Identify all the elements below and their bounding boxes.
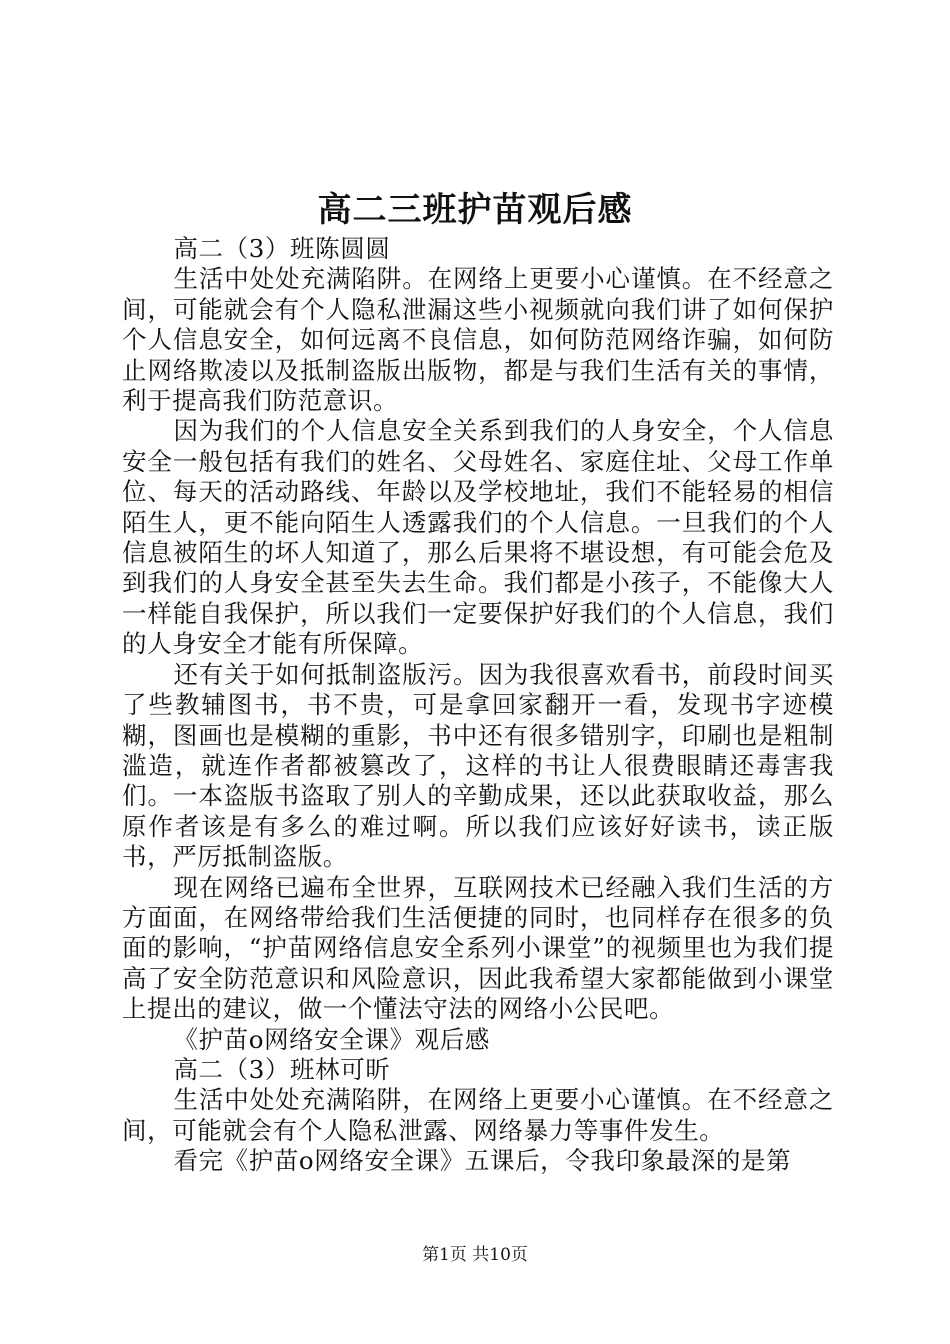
body-paragraph: 现在网络已遍布全世界，互联网技术已经融入我们生活的方方面面，在网络带给我们生活便捷的同时，也同样存在很多的负面的影响，“护苗网络信息安全系列小课堂”的视频里也为我们提高了安全防范意识和风险意识，因此我希望大家都能做到小课堂上提出的建议，做一个懂法守法的网络小公民吧。 [122,872,834,1024]
author-line: 高二（3）班林可昕 [173,1054,391,1084]
body-paragraph: 生活中处处充满陷阱，在网络上更要小心谨慎。在不经意之间，可能就会有个人隐私泄露、网络暴力等事件发生。 [122,1085,834,1145]
body-paragraph: 还有关于如何抵制盗版污。因为我很喜欢看书，前段时间买了些教辅图书，书不贵，可是拿回家翻开一看，发现书字迹模糊，图画也是模糊的重影，书中还有很多错别字，印刷也是粗制滥造，就连作者都被篡改了，这样的书让人很费眼睛还毒害我们。一本盗版书盗取了别人的辛勤成果，还以此获取收益，那么原作者该是有多么的难过啊。所以我们应该好好读书，读正版书，严厉抵制盗版。 [122,659,834,872]
body-paragraph: 生活中处处充满陷阱。在网络上更要小心谨慎。在不经意之间，可能就会有个人隐私泄漏这些小视频就向我们讲了如何保护个人信息安全，如何远离不良信息，如何防范网络诈骗，如何防止网络欺凌以及抵制盗版出版物，都是与我们生活有关的事情，利于提高我们防范意识。 [122,264,834,416]
page-footer: 第1页 共10页 [422,1245,528,1265]
document-body [122,234,834,1177]
body-paragraph: 因为我们的个人信息安全关系到我们的人身安全，个人信息安全一般包括有我们的姓名、父母姓名、家庭住址、父母工作单位、每天的活动路线、年龄以及学校地址，我们不能轻易的相信陌生人，更不能向陌生人透露我们的个人信息。一旦我们的个人信息被陌生的坏人知道了，那么后果将不堪设想，有可能会危及到我们的人身安全甚至失去生命。我们都是小孩子，不能像大人一样能自我保护，所以我们一定要保护好我们的个人信息，我们的人身安全才能有所保障。 [122,416,834,659]
document-title: 高二三班护苗观后感 [317,190,633,230]
author-line: 高二（3）班陈圆圆 [173,234,391,263]
section-title: 《护苗ο网络安全课》观后感 [173,1024,490,1054]
body-paragraph: 看完《护苗ο网络安全课》五课后，令我印象最深的是第 [173,1146,792,1176]
